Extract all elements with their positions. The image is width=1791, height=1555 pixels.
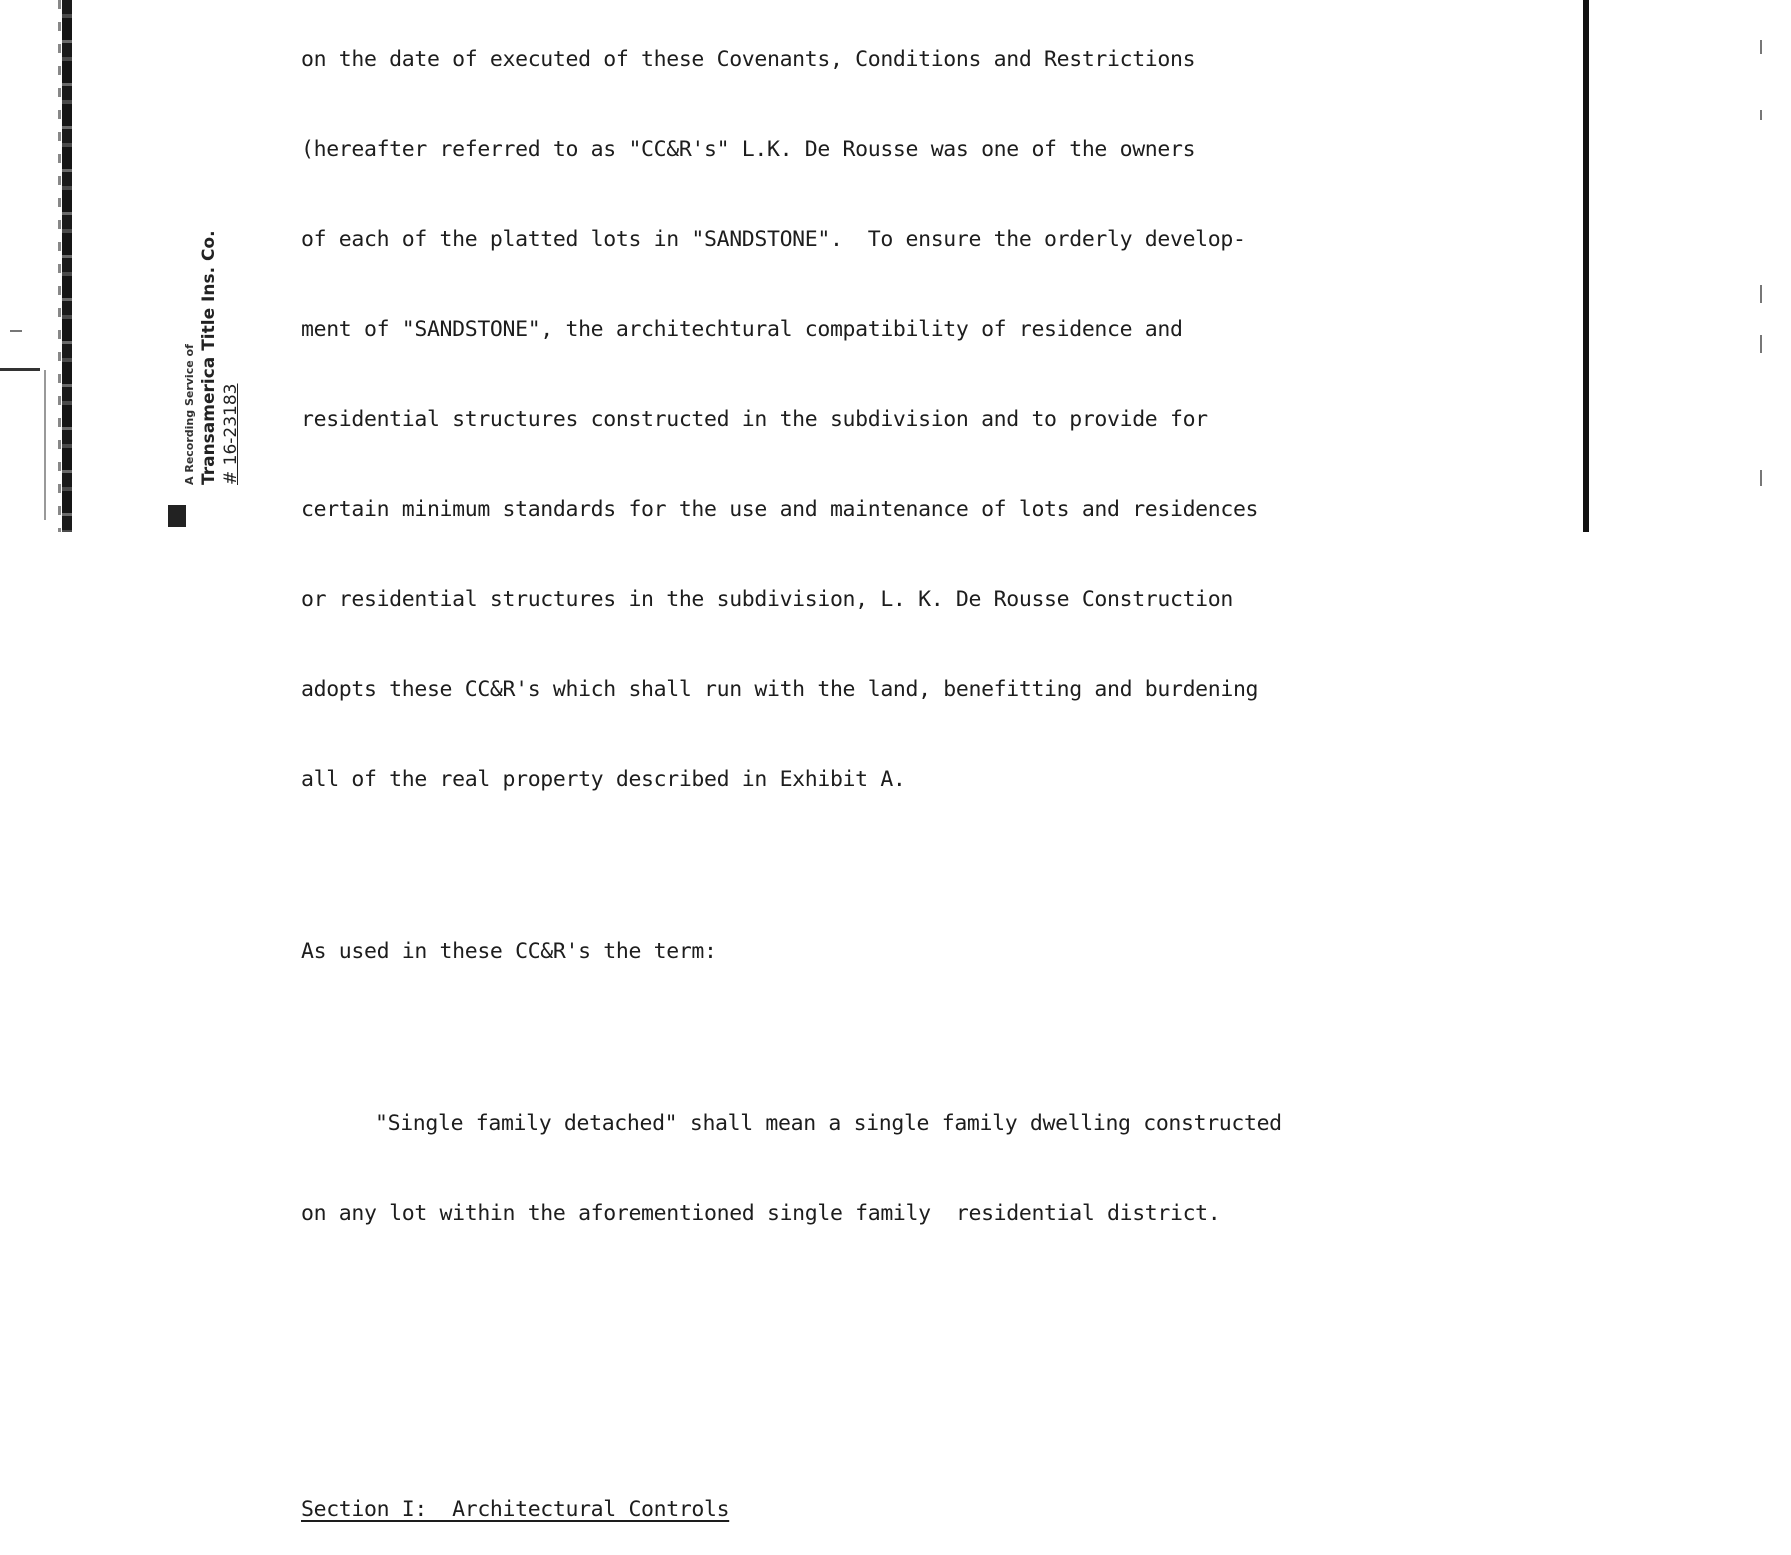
- scan-mark: [1760, 285, 1762, 303]
- paragraph-line: (hereafter referred to as "CC&R's" L.K. De Rousse was one of the owners: [301, 137, 1196, 162]
- paragraph-line: of each of the platted lots in "SANDSTONE". To ensure the orderly develop-: [301, 227, 1246, 252]
- scan-border: [62, 0, 72, 532]
- spacer: [301, 1289, 1551, 1341]
- stamp-logo-mark: [168, 505, 186, 527]
- scan-border: [1583, 0, 1589, 532]
- scan-border: [58, 0, 61, 532]
- scan-mark: [44, 370, 46, 520]
- stamp-company-text: Transamerica Title Ins. Co.: [199, 230, 219, 485]
- stamp-service-text: A Recording Service of: [183, 344, 196, 485]
- paragraph-line: all of the real property described in Exhibit A.: [301, 767, 906, 792]
- term-intro: As used in these CC&R's the term:: [301, 939, 717, 964]
- section-heading: Section I: Architectural Controls: [301, 1497, 730, 1522]
- paragraph-line: residential structures constructed in the subdivision and to provide for: [301, 407, 1208, 432]
- definition-line: on any lot within the aforementioned single family residential district.: [301, 1201, 1221, 1226]
- scan-mark: [1760, 335, 1762, 353]
- stamp-number-text: # 16-23183: [221, 383, 241, 485]
- scan-mark: [10, 330, 22, 332]
- recording-stamp: [162, 215, 272, 485]
- paragraph-line: or residential structures in the subdivision, L. K. De Rousse Construction: [301, 587, 1233, 612]
- scan-mark: [1760, 110, 1762, 120]
- paragraph-line: adopts these CC&R's which shall run with the land, benefitting and burdening: [301, 677, 1259, 702]
- document-body: [301, 0, 1551, 1555]
- paragraph-line: certain minimum standards for the use and maintenance of lots and residences: [301, 497, 1259, 522]
- spacer: [301, 1027, 1551, 1049]
- scan-mark: [1760, 470, 1762, 486]
- definition-line: "Single family detached" shall mean a single family dwelling constructed: [375, 1111, 1282, 1136]
- spacer: [301, 855, 1551, 877]
- scan-mark: [1760, 40, 1762, 54]
- spacer: [301, 1401, 1551, 1435]
- paragraph-line: ment of "SANDSTONE", the architechtural compatibility of residence and: [301, 317, 1183, 342]
- scan-mark: [0, 368, 40, 371]
- paragraph-line: on the date of executed of these Covenants, Conditions and Restrictions: [301, 47, 1196, 72]
